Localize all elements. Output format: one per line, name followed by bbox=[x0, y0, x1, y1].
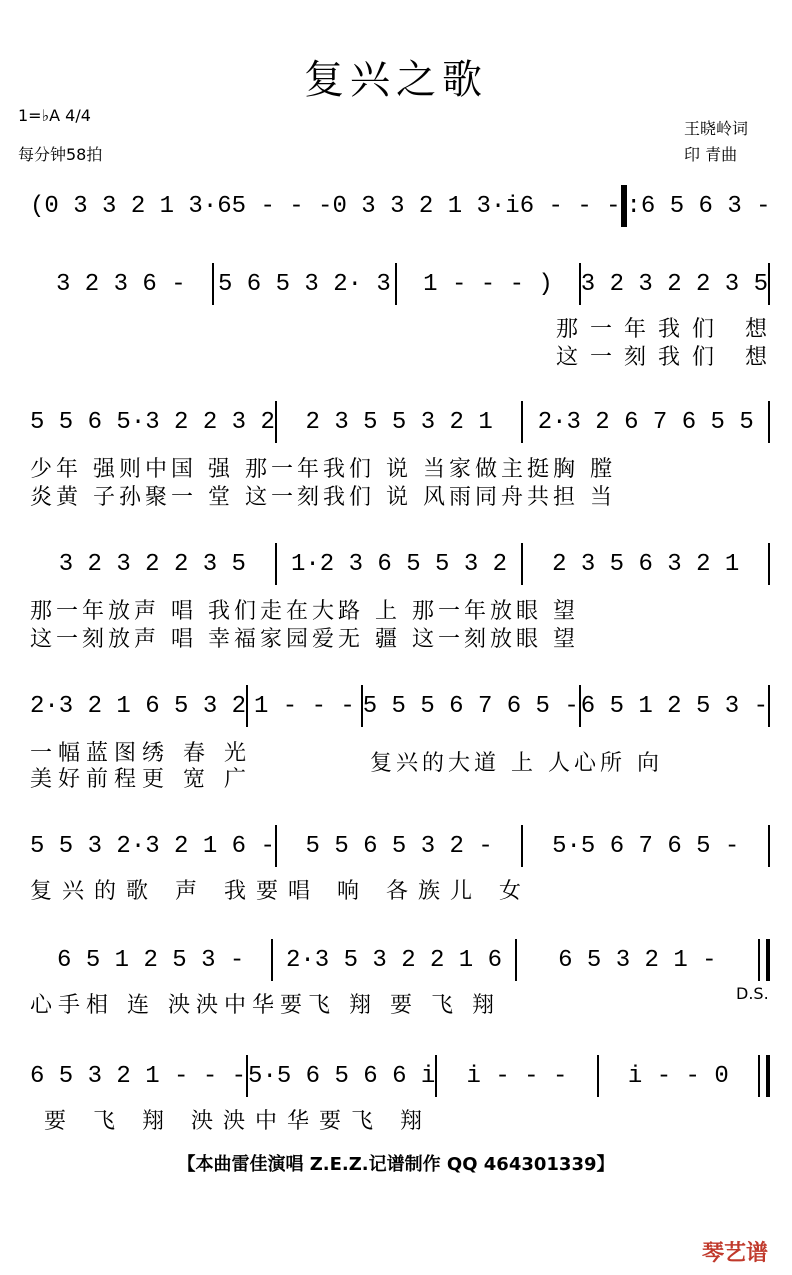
measure: 1 - - - bbox=[253, 692, 355, 720]
ds-marking: D.S. bbox=[736, 984, 769, 1003]
measure: 0 3 3 2 1 3·i bbox=[332, 192, 520, 220]
song-title: 复兴之歌 bbox=[304, 57, 488, 103]
lyric-line: 美好前程更 宽 广 bbox=[30, 767, 252, 792]
measure: 5·5 6 5 6 6 i bbox=[248, 1062, 436, 1090]
tempo: 每分钟58拍 bbox=[18, 145, 103, 164]
measure: 6 5 1 2 5 3 - bbox=[57, 946, 245, 974]
measure: 5 - - - bbox=[231, 192, 333, 220]
measure: 6 - - - bbox=[519, 192, 621, 220]
measure: i - - 0 bbox=[627, 1062, 729, 1090]
measure: 3 2 3 2 2 3 5 bbox=[58, 550, 246, 578]
measure: 3 2 3 2 2 3 5 bbox=[580, 270, 769, 298]
measure: i - - - bbox=[466, 1062, 568, 1090]
lyric-line: 那一年放声 唱 我们走在大路 上 那一年放眼 望 bbox=[30, 599, 579, 624]
footer-credit: 【本曲雷佳演唱 Z.E.Z.记谱制作 QQ 464301339】 bbox=[177, 1154, 615, 1175]
lyric-line: 要 飞 翔 泱泱中华要飞 翔 bbox=[44, 1109, 432, 1134]
measure: 3 2 3 6 - bbox=[55, 270, 186, 298]
score-row-6 bbox=[30, 824, 770, 868]
measure: 6 5 3 2 1 - bbox=[558, 946, 717, 974]
composer: 印 青曲 bbox=[684, 145, 738, 164]
score-row-5 bbox=[30, 684, 770, 728]
measure: 1 - - - ) bbox=[423, 270, 553, 298]
measure: 2·3 5 3 2 2 1 6 bbox=[285, 946, 503, 974]
lyric-line: 那一年我们 想 bbox=[556, 317, 779, 342]
measure: 5 5 5 6 7 6 5 - bbox=[362, 692, 579, 720]
score-row-3 bbox=[30, 400, 770, 444]
lyric-line: 复兴的歌 声 我要唱 响 各族儿 女 bbox=[30, 879, 531, 904]
lyric-line: 炎黄 子孙聚一 堂 这一刻我们 说 风雨同舟共担 当 bbox=[30, 485, 616, 510]
measure: 6 5 1 2 5 3 - bbox=[580, 692, 768, 720]
measure: 5 5 6 5 3 2 - bbox=[305, 832, 493, 860]
measure: :6 5 6 3 - bbox=[626, 192, 771, 220]
key-signature: 1=♭A 4/4 bbox=[18, 106, 91, 125]
lyricist: 王晓岭词 bbox=[684, 119, 749, 138]
measure: 5 5 3 2·3 2 1 6 - bbox=[30, 832, 275, 860]
measure: 5·5 6 7 6 5 - bbox=[552, 832, 740, 860]
measure: 2·3 2 6 7 6 5 5 bbox=[537, 408, 754, 436]
score-row-1 bbox=[30, 184, 770, 228]
measure: 5 5 6 5·3 2 2 3 2 bbox=[30, 408, 275, 436]
score-row-7 bbox=[30, 938, 770, 982]
measure: 1·2 3 6 5 5 3 2 bbox=[290, 550, 508, 578]
measure: 2 3 5 5 3 2 1 bbox=[305, 408, 493, 436]
lyric-line: 少年 强则中国 强 那一年我们 说 当家做主挺胸 膛 bbox=[30, 457, 616, 482]
score-row-2 bbox=[30, 262, 770, 306]
score-row-8 bbox=[30, 1054, 770, 1098]
measure: 2 3 5 6 3 2 1 bbox=[552, 550, 740, 578]
measure: 6 5 3 2 1 - - - bbox=[30, 1062, 247, 1090]
measure: 2·3 2 1 6 5 3 2 bbox=[30, 692, 247, 720]
lyric-line: 复兴的大道 上 人心所 向 bbox=[370, 751, 663, 776]
lyric-line: 心手相 连 泱泱中华要飞 翔 要 飞 翔 bbox=[30, 993, 500, 1018]
lyric-line: 这一刻放声 唱 幸福家园爱无 疆 这一刻放眼 望 bbox=[30, 627, 579, 652]
score-row-4 bbox=[30, 542, 770, 586]
lyric-line: 这一刻我们 想 bbox=[556, 345, 779, 370]
lyric-line: 一幅蓝图绣 春 光 bbox=[30, 741, 252, 766]
measure: (0 3 3 2 1 3·6 bbox=[30, 192, 232, 220]
watermark-logo: 琴艺谱 bbox=[701, 1241, 768, 1266]
measure: 5 6 5 3 2· 3 bbox=[217, 270, 391, 298]
